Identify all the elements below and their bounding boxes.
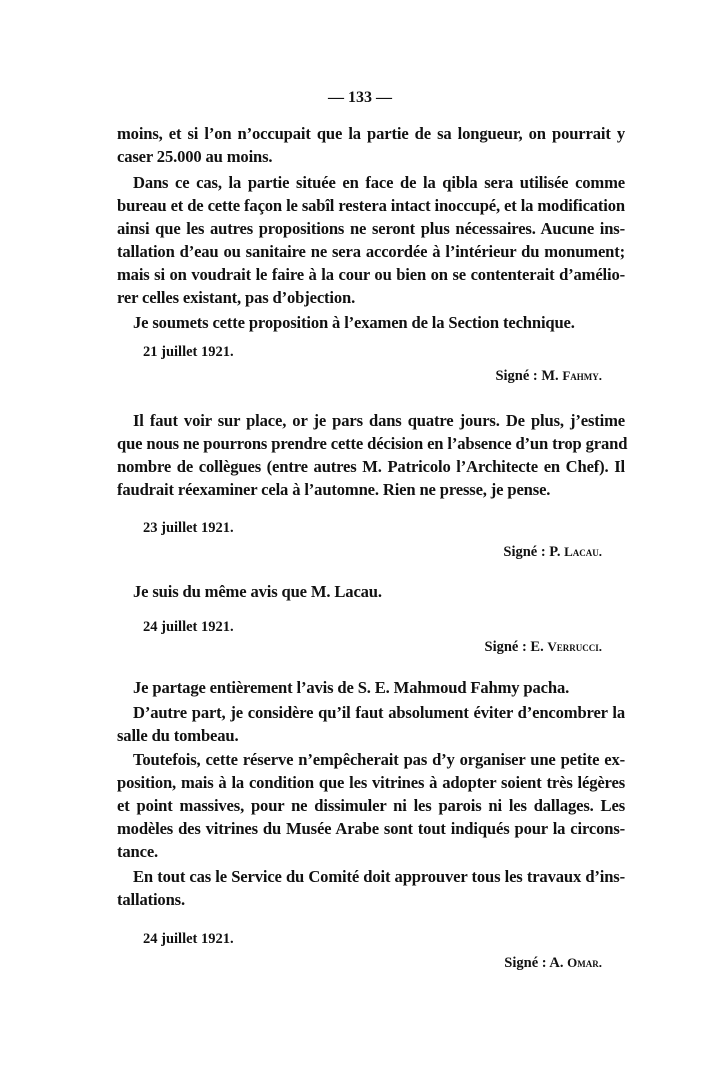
signature-prefix: Signé : A. <box>504 955 568 971</box>
signature-date: 23 juillet 1921. <box>143 520 234 536</box>
text-line: moins, et si l’on n’occupait que la partie de sa longueur, on pourrait y <box>117 124 625 143</box>
text-line: faudrait réexaminer cela à l’automne. Rien ne presse, je pense. <box>117 480 551 499</box>
text-line: Il faut voir sur place, or je pars dans quatre jours. De plus, j’estime <box>133 411 625 430</box>
text-line: nombre de collègues (entre autres M. Patricolo l’Architecte en Chef). Il <box>117 457 625 476</box>
text-line: et point massives, pour ne dissimuler ni les parois ni les dallages. Les <box>117 796 625 815</box>
signatory-name: Fahmy. <box>562 368 602 383</box>
signature <box>504 954 602 972</box>
text-line: Dans ce cas, la partie située en face de la qibla sera utilisée comme <box>133 173 625 192</box>
text-line: D’autre part, je considère qu’il faut absolument éviter d’encombrer la <box>133 703 625 722</box>
signature-prefix: Signé : P. <box>503 544 565 560</box>
text-line: tance. <box>117 842 159 861</box>
text-line: Je partage entièrement l’avis de S. E. Mahmoud Fahmy pacha. <box>133 678 570 697</box>
signature <box>503 543 602 561</box>
text-line: tallations. <box>117 890 185 909</box>
signatory-name: Omar. <box>567 955 602 970</box>
text-line: position, mais à la condition que les vitrines à adopter soient très légères <box>117 773 625 792</box>
text-line: Je soumets cette proposition à l’examen de la Section technique. <box>133 313 575 332</box>
text-line: tallation d’eau ou sanitaire ne sera accordée à l’intérieur du monument; <box>117 242 625 261</box>
signature-date: 21 juillet 1921. <box>143 344 234 360</box>
signature-date: 24 juillet 1921. <box>143 619 234 635</box>
text-line: rer celles existant, pas d’objection. <box>117 288 356 307</box>
signature <box>495 367 602 385</box>
signatory-name: Lacau. <box>564 544 602 559</box>
signature-prefix: Signé : M. <box>495 368 563 384</box>
text-line: ainsi que les autres propositions ne seront plus nécessaires. Aucune ins- <box>117 219 625 238</box>
page-number: — 133 — <box>328 89 392 106</box>
text-line: mais si on voudrait le faire à la cour ou bien on se contenterait d’amélio- <box>117 265 625 284</box>
signature <box>485 638 603 656</box>
signatory-name: Verrucci. <box>547 639 602 654</box>
text-line: Je suis du même avis que M. Lacau. <box>133 582 382 601</box>
text-line: caser 25.000 au moins. <box>117 147 273 166</box>
text-line: modèles des vitrines du Musée Arabe sont tout indiqués pour la circons- <box>117 819 625 838</box>
text-line: bureau et de cette façon le sabîl restera intact inoccupé, et la modification <box>117 196 625 215</box>
signature-date: 24 juillet 1921. <box>143 931 234 947</box>
signature-prefix: Signé : E. <box>484 639 548 655</box>
text-line: salle du tombeau. <box>117 726 239 745</box>
text-line: que nous ne pourrons prendre cette décision en l’absence d’un trop grand <box>117 434 628 453</box>
text-line: En tout cas le Service du Comité doit approuver tous les travaux d’ins- <box>133 867 625 886</box>
text-line: Toutefois, cette réserve n’empêcherait pas d’y organiser une petite ex- <box>133 750 625 769</box>
